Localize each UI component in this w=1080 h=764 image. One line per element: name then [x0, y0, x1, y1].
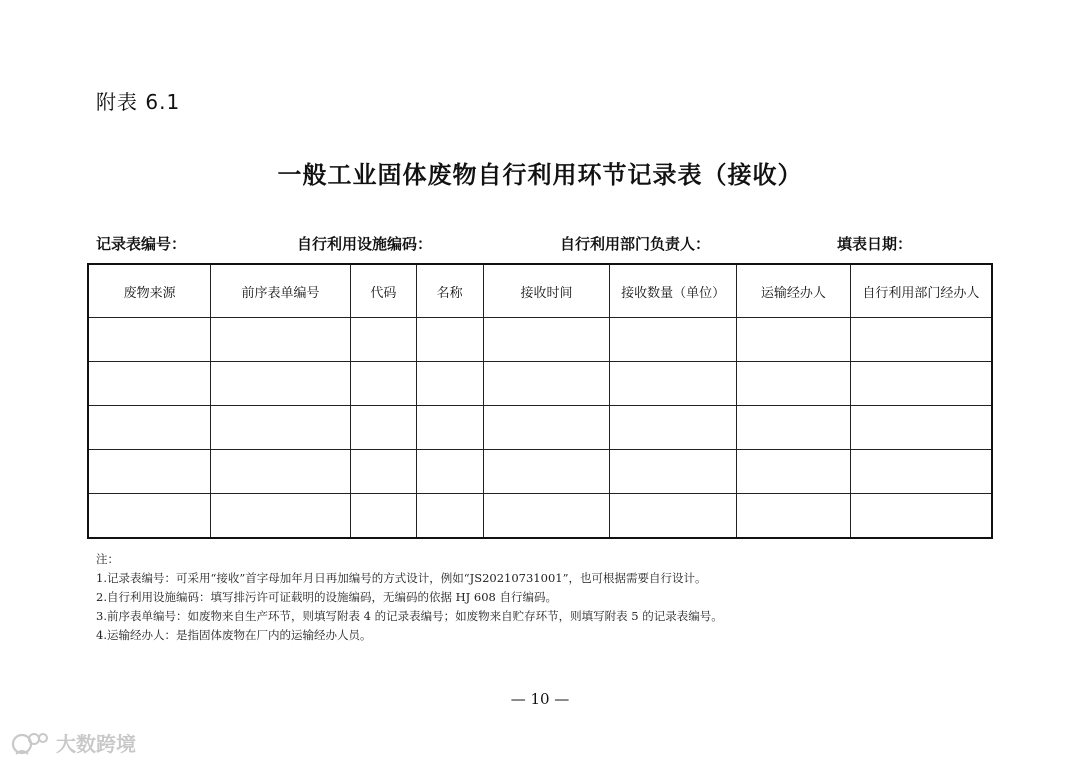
table-cell[interactable]: [850, 318, 992, 362]
table-row: [88, 362, 992, 406]
table-cell[interactable]: [416, 318, 483, 362]
table-cell[interactable]: [416, 494, 483, 539]
table-cell[interactable]: [610, 406, 737, 450]
receiving-record-table: [87, 263, 993, 539]
table-cell[interactable]: [850, 450, 992, 494]
brand-logo-icon: [10, 730, 52, 756]
table-cell[interactable]: [416, 406, 483, 450]
table-cell[interactable]: [211, 362, 351, 406]
table-row: [88, 450, 992, 494]
table-cell[interactable]: [88, 362, 211, 406]
table-cell[interactable]: [416, 362, 483, 406]
facility-code-label: 自行利用设施编码：: [297, 235, 433, 253]
table-cell[interactable]: [350, 406, 416, 450]
table-row: [88, 318, 992, 362]
table-cell[interactable]: [211, 406, 351, 450]
note-item: 4.运输经办人：是指固体废物在厂内的运输经办人员。: [96, 628, 372, 642]
column-header: 代码: [350, 264, 416, 318]
note-item: 2.自行利用设施编码：填写排污许可证载明的设施编码，无编码的依据 HJ 608 自行编码。: [96, 590, 558, 604]
table-cell[interactable]: [416, 450, 483, 494]
column-header: 接收时间: [483, 264, 610, 318]
watermark-text: 大数跨境: [56, 732, 136, 756]
column-header: 接收数量（单位）: [610, 264, 737, 318]
table-cell[interactable]: [737, 406, 851, 450]
table-cell[interactable]: [211, 318, 351, 362]
table-cell[interactable]: [610, 362, 737, 406]
department-head-label: 自行利用部门负责人：: [560, 235, 711, 253]
table-cell[interactable]: [350, 362, 416, 406]
column-header: 废物来源: [88, 264, 211, 318]
note-item: 3.前序表单编号：如废物来自生产环节，则填写附表 4 的记录表编号；如废物来自贮存环节，则填写附表 5 的记录表编号。: [96, 609, 723, 623]
table-cell[interactable]: [737, 362, 851, 406]
table-header-row: [88, 264, 992, 318]
table-cell[interactable]: [211, 494, 351, 539]
table-cell[interactable]: [610, 494, 737, 539]
table-cell[interactable]: [483, 494, 610, 539]
table-cell[interactable]: [850, 362, 992, 406]
table-cell[interactable]: [88, 406, 211, 450]
table-cell[interactable]: [88, 318, 211, 362]
document-title: 一般工业固体废物自行利用环节记录表（接收）: [277, 161, 803, 189]
table-cell[interactable]: [850, 494, 992, 539]
note-item: 1.记录表编号：可采用“接收”首字母加年月日再加编号的方式设计，例如“JS20210731001”，也可根据需要自行设计。: [96, 571, 707, 585]
fill-date-label: 填表日期：: [837, 235, 913, 253]
table-row: [88, 406, 992, 450]
table-cell[interactable]: [350, 318, 416, 362]
table-cell[interactable]: [737, 450, 851, 494]
column-header: 自行利用部门经办人: [850, 264, 992, 318]
table-cell[interactable]: [610, 318, 737, 362]
form-fields-row: [0, 233, 1080, 253]
page-number: — 10 —: [510, 690, 570, 708]
column-header: 名称: [416, 264, 483, 318]
table-cell[interactable]: [610, 450, 737, 494]
notes-heading: 注：: [96, 552, 119, 566]
notes-section: [96, 550, 723, 645]
table-cell[interactable]: [737, 318, 851, 362]
table-cell[interactable]: [850, 406, 992, 450]
appendix-label: 附表 6.1: [96, 90, 181, 114]
table-cell[interactable]: [211, 450, 351, 494]
record-number-label: 记录表编号：: [96, 235, 187, 253]
table-cell[interactable]: [483, 450, 610, 494]
table-cell[interactable]: [88, 450, 211, 494]
column-header: 运输经办人: [737, 264, 851, 318]
table-cell[interactable]: [483, 362, 610, 406]
table-cell[interactable]: [483, 318, 610, 362]
table-cell[interactable]: [483, 406, 610, 450]
table-row: [88, 494, 992, 539]
table-cell[interactable]: [350, 450, 416, 494]
table-cell[interactable]: [88, 494, 211, 539]
table-cell[interactable]: [350, 494, 416, 539]
table-cell[interactable]: [737, 494, 851, 539]
watermark: [10, 728, 136, 757]
column-header: 前序表单编号: [211, 264, 351, 318]
